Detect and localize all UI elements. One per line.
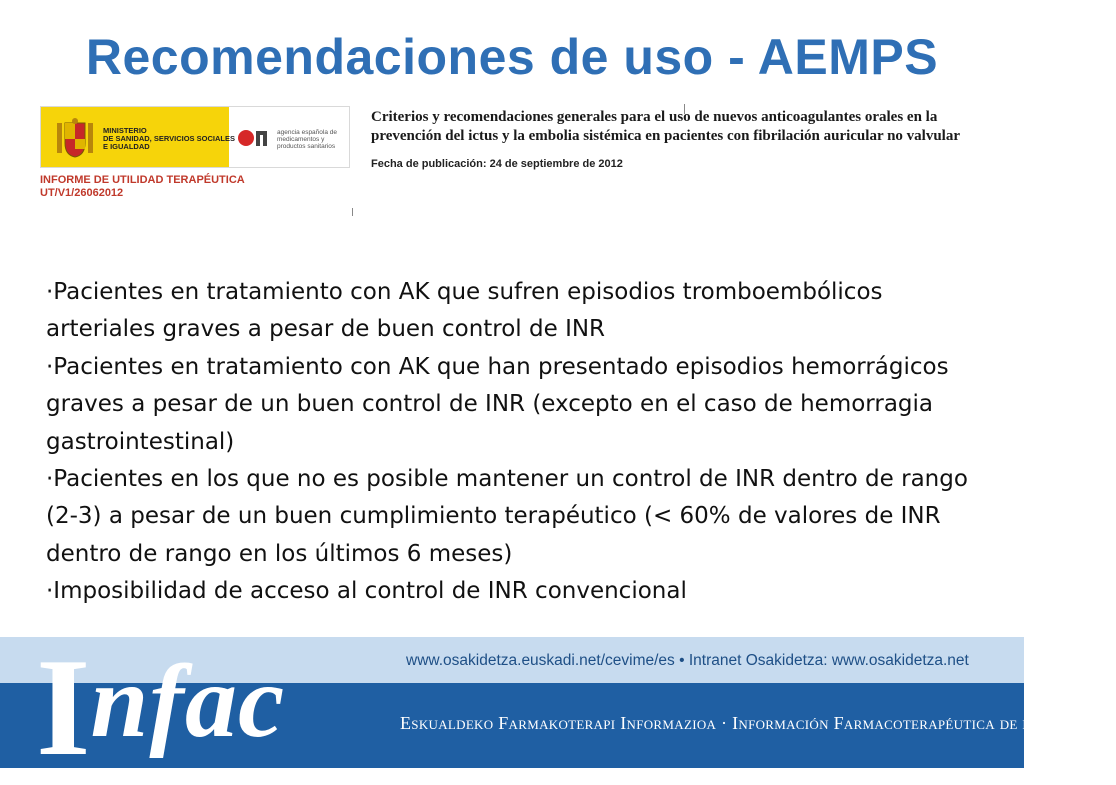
report-id [40, 174, 245, 200]
government-banner [40, 106, 350, 168]
spain-coat-of-arms-icon [55, 117, 95, 159]
divider [352, 208, 353, 216]
report-title-block [371, 108, 971, 170]
page-title: Recomendaciones de uso - AEMPS [85, 29, 939, 85]
list-item: ·Pacientes en tratamiento con AK que sufren episodios tromboembólicos arteriales graves a pesar de buen control de INR [46, 279, 883, 343]
infac-logo [36, 630, 286, 785]
publication-date: Fecha de publicación: 24 de septiembre de 2012 [371, 158, 623, 170]
footer-tagline: Eskualdeko Farmakoterapi Informazioa · Información Farmacoterapéutica de la Comarca [400, 713, 1116, 733]
report-code: UT/V1/26062012 [40, 187, 124, 199]
list-item: ·Pacientes en tratamiento con AK que han presentado episodios hemorrágicos graves a pesar de un buen control de INR (excepto en el caso de hemorragia gastrointestinal) [46, 353, 949, 455]
logo-rest: nfac [90, 644, 286, 759]
report-type: INFORME DE UTILIDAD TERAPÉUTICA [40, 174, 245, 186]
report-title: Criterios y recomendaciones generales para el uso de nuevos anticoagulantes orales en la prevención del ictus y la embolia sistémica en pacientes con fibrilación auricular no valvular [371, 109, 961, 144]
ministry-name: MINISTERIO DE SANIDAD, SERVICIOS SOCIALES E IGUALDAD [103, 126, 235, 151]
list-item: ·Imposibilidad de acceso al control de INR convencional [46, 578, 687, 605]
agency-name: agencia española de medicamentos y productos sanitarios [277, 129, 337, 150]
recommendation-list [46, 274, 986, 611]
report-header-logos [40, 106, 350, 216]
logo-initial: I [36, 630, 91, 785]
footer-links[interactable]: www.osakidetza.euskadi.net/cevime/es • Intranet Osakidetza: www.osakidetza.net [406, 652, 969, 669]
list-item: ·Pacientes en los que no es posible mantener un control de INR dentro de rango (2-3) a pesar de un buen cumplimiento terapéutico (< 60% de valores de INR dentro de rango en los últimos 6 meses) [46, 466, 968, 567]
aemps-logo-icon [237, 127, 273, 149]
